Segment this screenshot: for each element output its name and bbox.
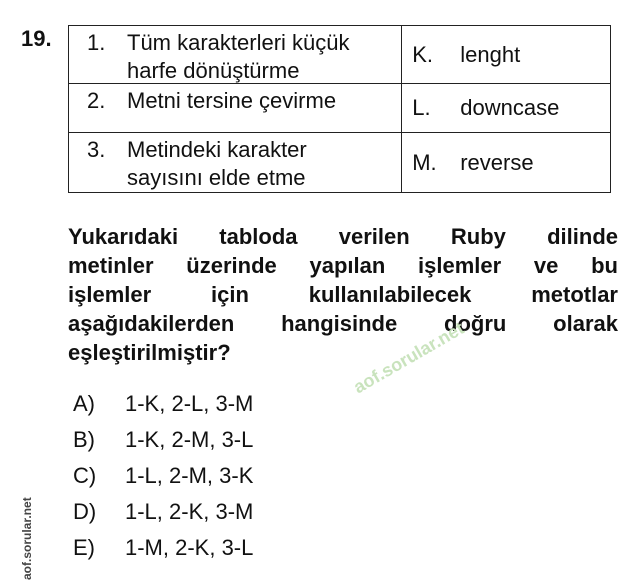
operation-number: 1. [87,30,106,55]
operation-number: 2. [87,88,106,113]
question-text-line: aşağıdakilerden hangisinde doğru olarak [68,311,618,336]
operation-text-line: harfe dönüştürme [127,58,300,83]
question-text-line: Yukarıdaki tabloda verilen Ruby dilinde [68,224,618,249]
operation-text-line: Metindeki karakter [127,137,307,162]
operation-text-line: sayısını elde etme [127,165,306,190]
option-e[interactable] [73,533,253,569]
method-letter: K. [412,41,434,67]
option-c[interactable] [73,461,253,497]
operation-text-line: Metni tersine çevirme [127,88,337,113]
method-cell [402,133,611,193]
option-text: 1-K, 2-M, 3-L [125,427,254,452]
watermark: aof.sorular.net [350,317,468,398]
option-label: B) [73,427,95,452]
operation-cell [69,84,402,133]
question-text-line: işlemler için kullanılabilecek metotlar [68,282,618,307]
option-label: A) [73,391,95,416]
question-text-line: metinler üzerinde yapılan işlemler ve bu [68,253,618,278]
table-row [69,26,611,84]
method-name: downcase [460,95,560,120]
method-name: lenght [460,41,521,67]
question-number: 19. [21,26,52,51]
option-label: E) [73,535,95,560]
operation-text [127,136,397,192]
option-d[interactable] [73,497,253,533]
method-letter: L. [412,95,431,120]
table-row [69,133,611,193]
option-a[interactable] [73,389,253,425]
question-text-line: eşleştirilmiştir? [68,340,231,365]
option-text: 1-L, 2-M, 3-K [125,463,254,488]
matching-table [68,25,611,193]
method-letter: M. [412,149,437,175]
option-b[interactable] [73,425,253,461]
method-cell [402,26,611,84]
operation-text [127,87,397,115]
operation-text-line: Tüm karakterleri küçük [127,30,350,55]
question-text [68,222,618,367]
operation-number: 3. [87,137,106,162]
option-text: 1-L, 2-K, 3-M [125,499,254,524]
operation-text [127,29,397,85]
option-text: 1-M, 2-K, 3-L [125,535,254,560]
answer-options [73,389,253,569]
table-row [69,84,611,133]
operation-cell [69,133,402,193]
option-text: 1-K, 2-L, 3-M [125,391,254,416]
method-cell [402,84,611,133]
side-watermark: aof.sorular.net [20,497,34,580]
option-label: D) [73,499,97,524]
method-name: reverse [460,149,534,175]
option-label: C) [73,463,97,488]
operation-cell [69,26,402,84]
